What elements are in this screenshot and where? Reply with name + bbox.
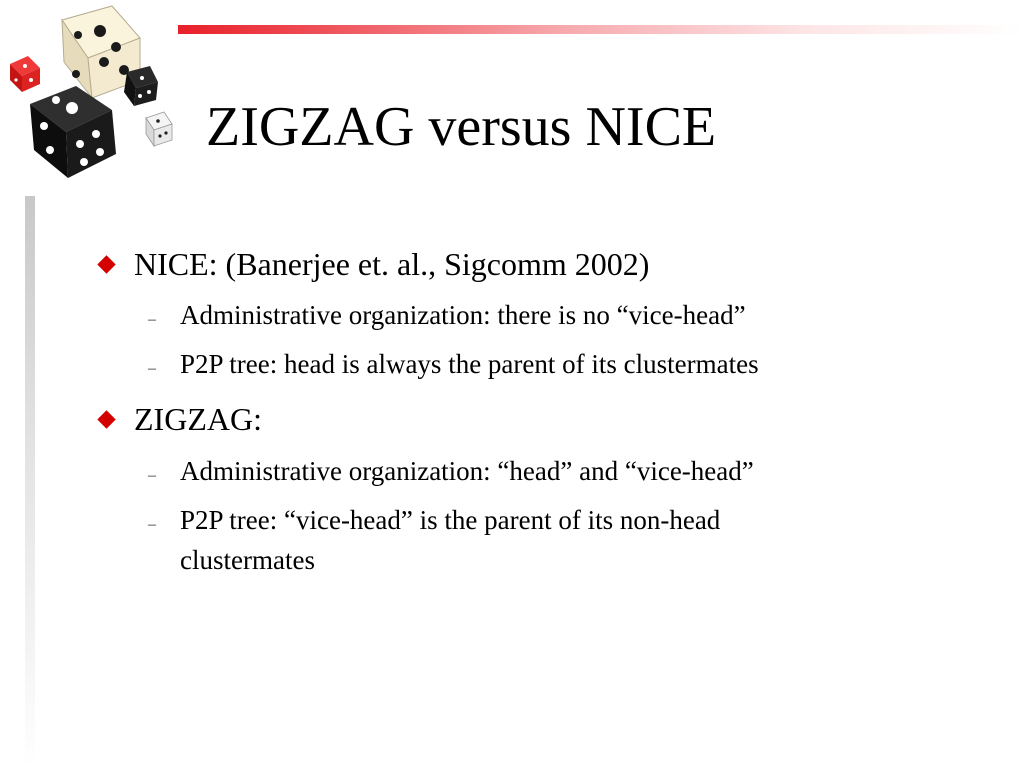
diamond-bullet-icon bbox=[97, 255, 115, 273]
sub-bullet-nice-admin: Administrative organization: there is no “vice-head” bbox=[180, 300, 746, 330]
diamond-bullet-icon bbox=[97, 410, 115, 428]
slide-title: ZIGZAG versus NICE bbox=[206, 96, 717, 158]
sub-bullet-dash: – bbox=[148, 516, 156, 533]
sub-bullet-dash: – bbox=[148, 311, 156, 328]
title-accent-rule bbox=[178, 25, 1024, 34]
dice-cluster-icon bbox=[0, 0, 180, 185]
sub-bullet-dash: – bbox=[148, 360, 156, 377]
sub-bullet-zigzag-p2p-continued: clustermates bbox=[180, 545, 315, 575]
sub-bullet-nice-p2p: P2P tree: head is always the parent of its clustermates bbox=[180, 349, 759, 379]
sub-bullet-zigzag-p2p: P2P tree: “vice-head” is the parent of its non-head bbox=[180, 505, 721, 535]
left-margin-rule bbox=[25, 196, 35, 768]
bullet-nice: NICE: (Banerjee et. al., Sigcomm 2002) bbox=[134, 246, 650, 282]
sub-bullet-dash: – bbox=[148, 467, 156, 484]
bullet-zigzag: ZIGZAG: bbox=[134, 401, 262, 437]
sub-bullet-zigzag-admin: Administrative organization: “head” and “vice-head” bbox=[180, 456, 754, 486]
